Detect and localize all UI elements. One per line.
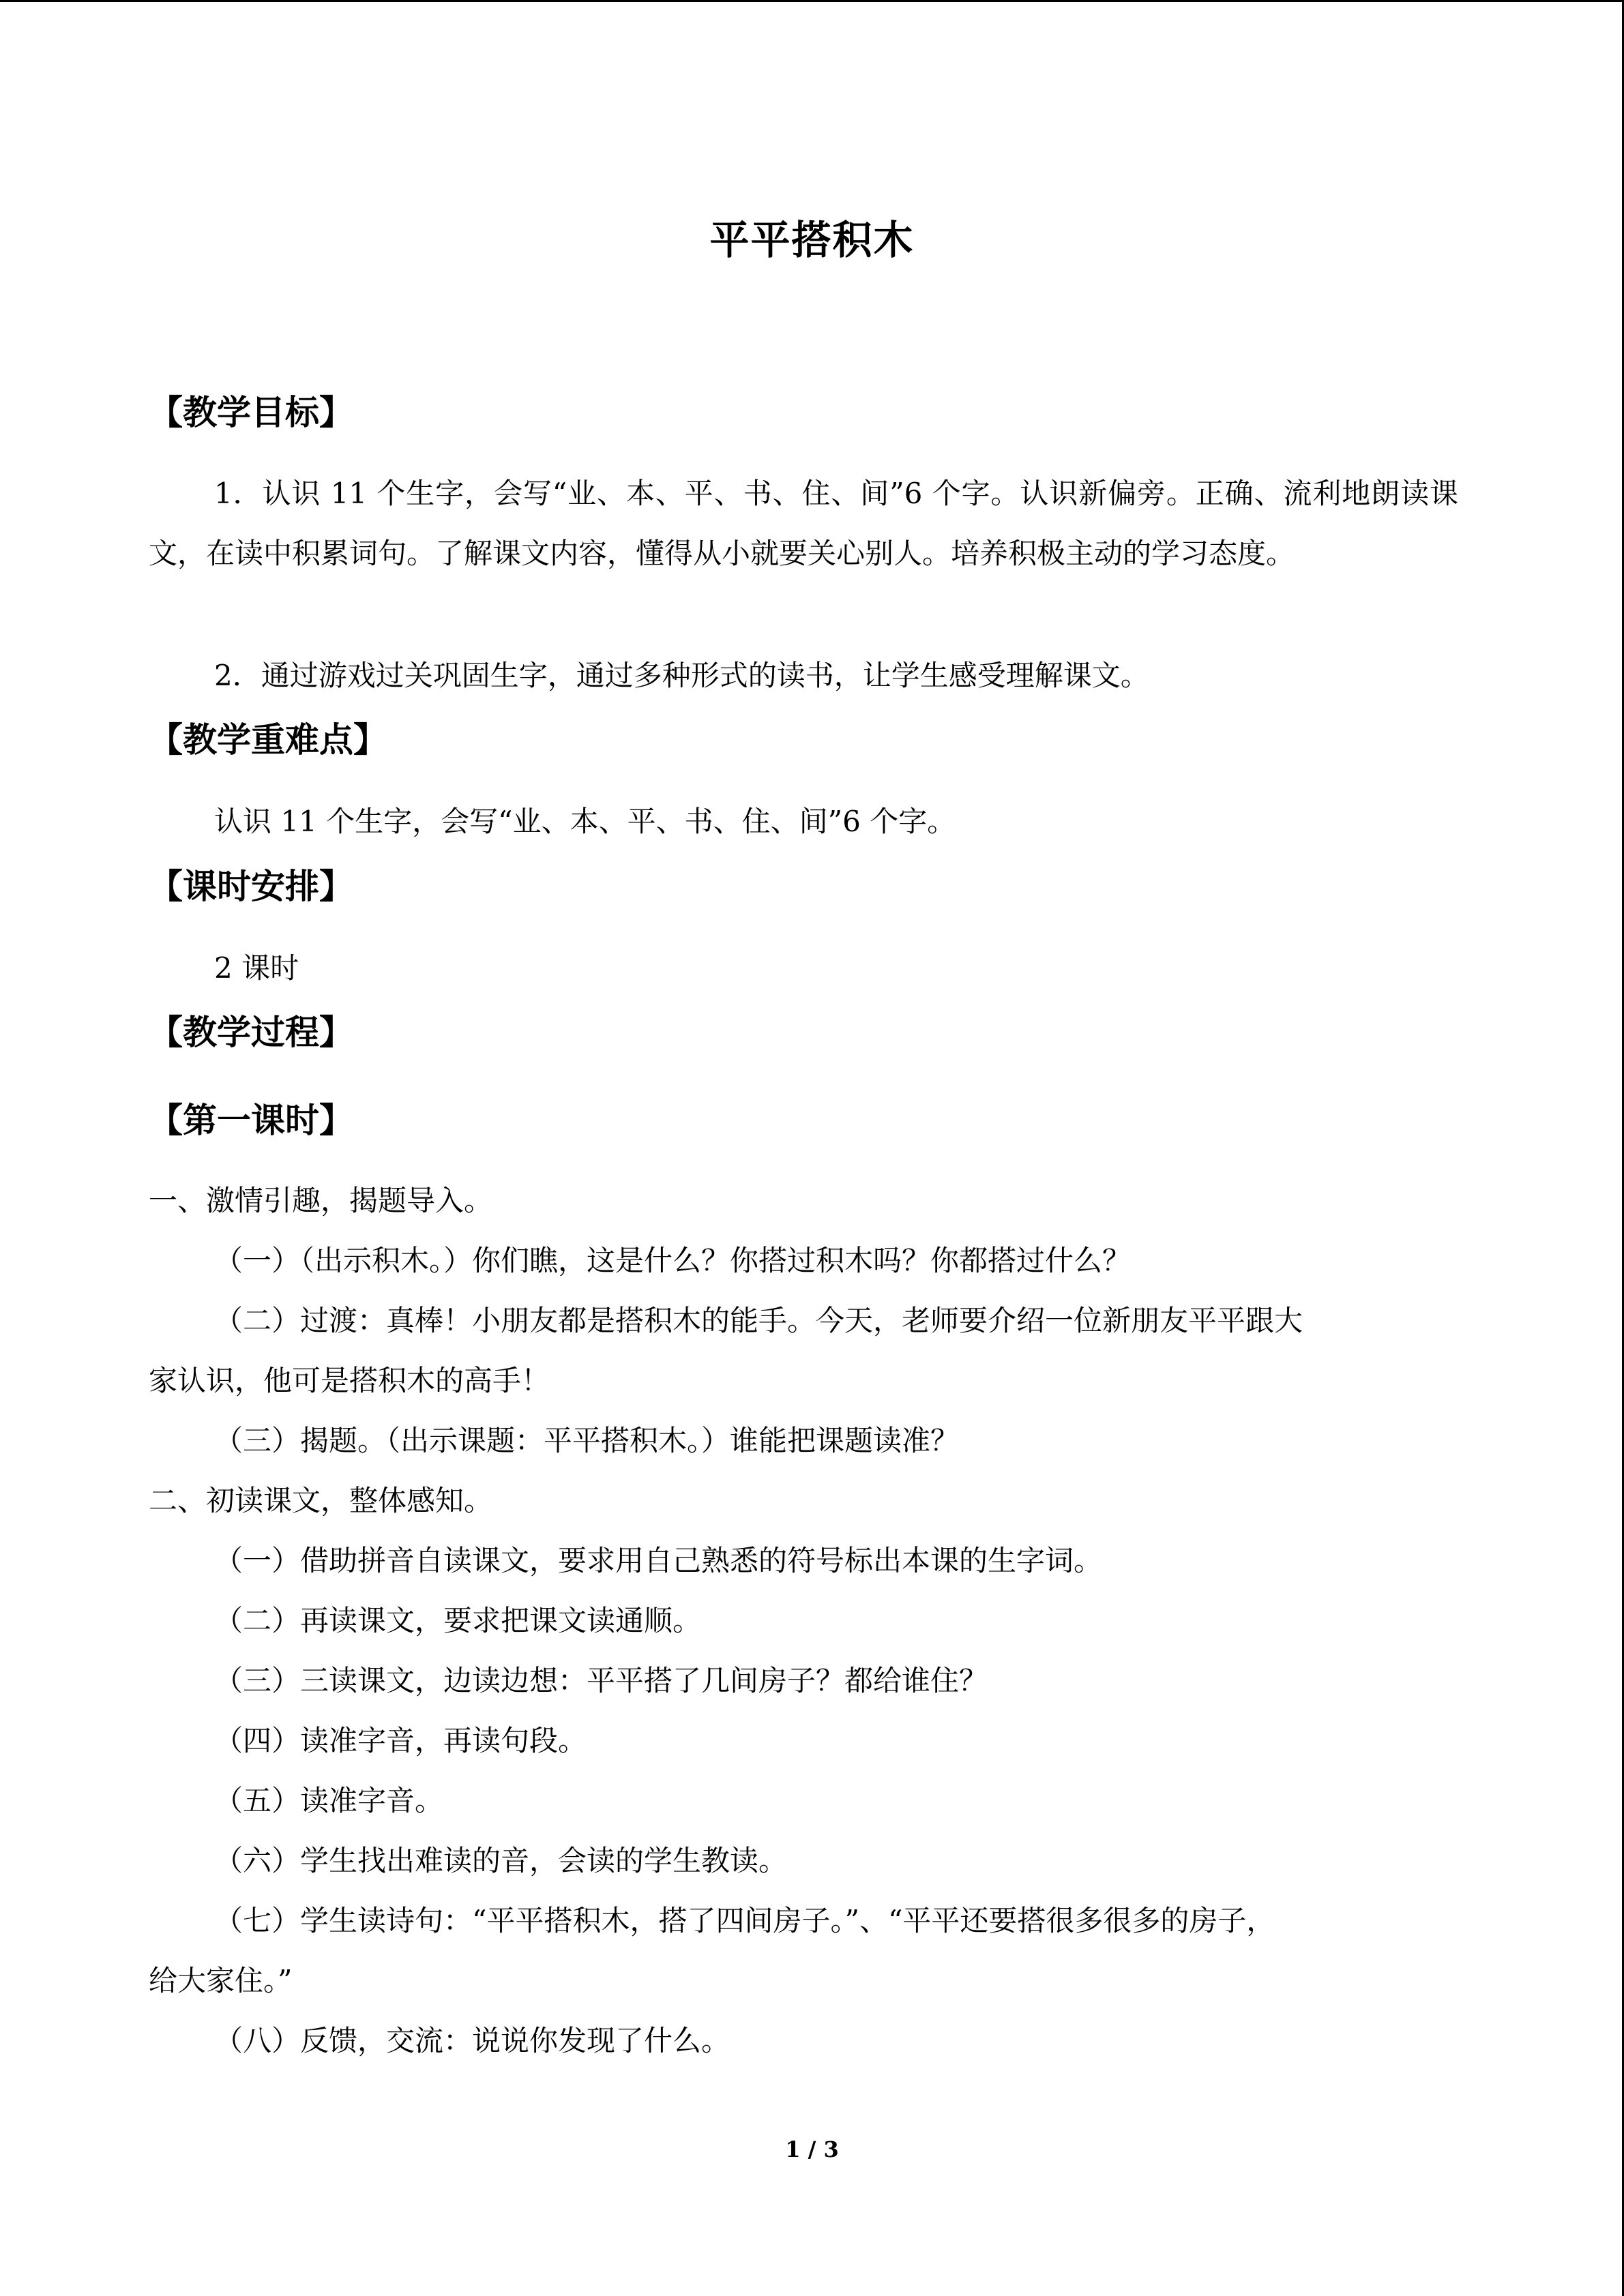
part-2-step-5: （五）读准字音。 [214, 1784, 444, 1817]
part-2-step-4: （四）读准字音，再读句段。 [214, 1724, 587, 1757]
part-1-step-2: （二）过渡：真棒！小朋友都是搭积木的能手。今天，老师要介绍一位新朋友平平跟大 [214, 1304, 1303, 1337]
objective-item-2: 2．通过游戏过关巩固生字，通过多种形式的读书，让学生感受理解课文。 [214, 659, 1149, 692]
page-number: 1 / 3 [785, 2136, 839, 2162]
heading-process: 【教学过程】 [149, 1013, 353, 1052]
part-2-step-7-continued: 给大家住。” [149, 1964, 293, 1997]
part-1-step-2-continued: 家认识，他可是搭积木的高手！ [149, 1364, 550, 1397]
objective-item-1: 1．认识 11 个生字，会写“业、本、平、书、住、间”6 个字。认识新偏旁。正确、流利地朗读课文，在读中积累词句。了解课文内容，懂得从小就要关心别人。培养积极主动的学习态度。 [149, 477, 1458, 570]
heading-key-points: 【教学重难点】 [149, 720, 387, 760]
heading-lesson-1: 【第一课时】 [149, 1101, 353, 1140]
page-top-border [0, 0, 1624, 2]
part-2-step-3: （三）三读课文，边读边想：平平搭了几间房子？都给谁住？ [214, 1664, 988, 1697]
schedule-text: 2 课时 [214, 951, 299, 985]
document-title: 平平搭积木 [709, 217, 915, 263]
part-2-step-8: （八）反馈，交流：说说你发现了什么。 [214, 2024, 730, 2057]
part-2-step-6: （六）学生找出难读的音，会读的学生教读。 [214, 1844, 788, 1877]
part-1-step-1: （一）（出示积木。）你们瞧，这是什么？你搭过积木吗？你都搭过什么？ [214, 1244, 1132, 1277]
part-2-title: 二、初读课文，整体感知。 [149, 1484, 493, 1517]
part-2-step-1: （一）借助拼音自读课文，要求用自己熟悉的符号标出本课的生字词。 [214, 1544, 1103, 1577]
key-points-text: 认识 11 个生字，会写“业、本、平、书、住、间”6 个字。 [214, 805, 956, 838]
part-2-step-2: （二）再读课文，要求把课文读通顺。 [214, 1604, 702, 1637]
heading-schedule: 【课时安排】 [149, 867, 353, 906]
part-1-step-3: （三）揭题。（出示课题：平平搭积木。）谁能把课题读准？ [214, 1424, 960, 1457]
heading-objectives: 【教学目标】 [149, 393, 353, 432]
part-2-step-7: （七）学生读诗句：“平平搭积木，搭了四间房子。”、“平平还要搭很多很多的房子， [214, 1904, 1275, 1937]
part-1-title: 一、激情引趣，揭题导入。 [149, 1184, 493, 1217]
